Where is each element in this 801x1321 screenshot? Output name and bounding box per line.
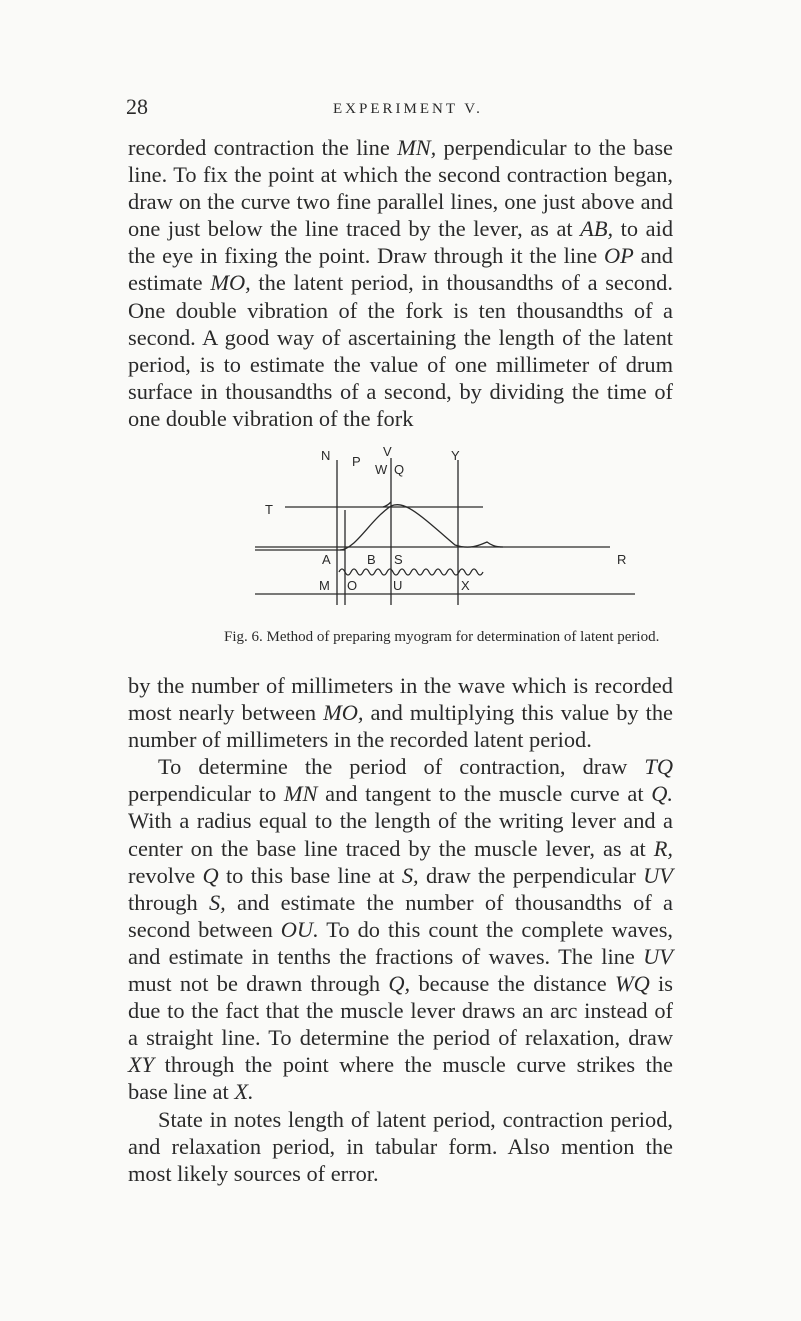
italic-label: TQ [644, 754, 673, 780]
italic-label: Q, [388, 971, 411, 997]
text-run: because the distance [410, 971, 615, 997]
myogram-diagram [255, 440, 635, 615]
italic-label: Q [202, 862, 219, 888]
paragraph-1-text [128, 134, 673, 432]
label-a: A [322, 552, 331, 567]
myogram-figure [255, 440, 635, 615]
paragraph-1 [128, 134, 673, 432]
italic-label: XY [128, 1052, 155, 1078]
text-run: With a radius equal to the length of the writing lever and a center on the base line traced by the muscle lever, as at [128, 808, 673, 861]
text-run: through the point where the muscle curve strikes the base line at [128, 1052, 673, 1105]
label-t: T [265, 502, 273, 517]
label-x: X [461, 578, 470, 593]
paragraph-2-text [128, 672, 673, 753]
italic-label: UV [643, 862, 673, 888]
text-run: perpendicular to [128, 781, 284, 807]
label-q: Q [394, 462, 405, 477]
text-run: the latent period, in thousandths of a second. One double vibration of the fork is ten thousandths of a second. A good way of ascertaining the length of the latent period, is to estimate the value of one millimeter of drum surface in thousandths of a second, by dividing the time of one double vibration of the fork [128, 270, 673, 431]
italic-label: S, [401, 862, 419, 888]
label-o: O [347, 578, 358, 593]
label-r: R [617, 552, 627, 567]
text-run: draw the perpendicular [418, 862, 644, 888]
label-s: S [394, 552, 403, 567]
paragraph-3-text [128, 753, 673, 1105]
italic-label: X. [234, 1079, 254, 1105]
muscle-curve [340, 505, 503, 550]
italic-label: MN [283, 781, 318, 807]
label-p: P [352, 454, 361, 469]
italic-label: MO, [210, 270, 251, 296]
italic-label: R, [653, 835, 673, 861]
label-b: B [367, 552, 376, 567]
text-run: and estimate [128, 243, 673, 296]
running-title: EXPERIMENT V. [333, 101, 483, 117]
fork-vibration-curve [339, 569, 483, 575]
text-run: and estimate the number of thousandths of a second between [128, 889, 673, 942]
label-m: M [319, 578, 330, 593]
caption-text: Method of preparing myogram for determination of latent period. [266, 629, 660, 645]
italic-label: MN, [397, 135, 437, 160]
caption-prefix: Fig. 6. [224, 629, 263, 645]
text-run: To determine the period of contraction, draw [158, 754, 645, 780]
text-run: to this base line at [218, 862, 402, 888]
label-u: U [393, 578, 403, 593]
paragraph-2 [128, 672, 673, 1187]
italic-label: UV [643, 943, 673, 969]
italic-label: OU. [280, 916, 319, 942]
text-run: recorded contraction the line [128, 135, 398, 160]
text-run: by the number of millimeters in the wave which is recorded most nearly between [128, 673, 673, 726]
italic-label: Q. [651, 781, 674, 807]
text-run: perpendicular to the base line. To fix the point at which the second contraction began, draw on the curve two fine parallel lines, one just above and one just below the line traced by the lever, as at [128, 135, 673, 242]
text-run: To do this count the complete waves, and estimate in tenths the fractions of waves. The line [128, 916, 674, 969]
text-run: and tangent to the muscle curve at [317, 781, 652, 807]
text-run: must not be drawn through [128, 971, 389, 997]
text-run: to aid the eye in fixing the point. Draw through it the line [128, 216, 674, 269]
text-run: is due to the fact that the muscle lever draws an arc instead of a straight line. To determine the period of relaxation, draw [128, 971, 673, 1051]
label-w: W [375, 462, 388, 477]
label-n: N [321, 448, 331, 463]
italic-label: MO, [323, 700, 364, 726]
text-run: and multiplying this value by the number of millimeters in the recorded latent period. [128, 700, 673, 753]
italic-label: WQ [614, 971, 650, 997]
page-number: 28 [126, 94, 148, 119]
italic-label: AB, [580, 216, 614, 242]
text-run: revolve [128, 862, 203, 888]
label-y: Y [451, 448, 460, 463]
paragraph-4-text: State in notes length of latent period, contraction period, and relaxation period, in tabular form. Also mention the most likely sources of error. [128, 1106, 673, 1186]
label-v: V [383, 444, 392, 459]
figure-caption [224, 629, 664, 646]
italic-label: S, [208, 889, 226, 915]
text-run: through [128, 889, 209, 915]
italic-label: OP [604, 243, 634, 269]
